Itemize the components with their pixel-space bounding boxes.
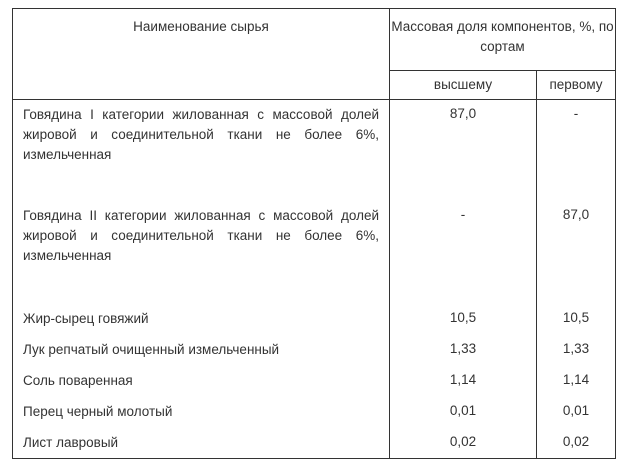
value-first: 0,01 (562, 402, 590, 418)
header-grade-high: высшему (390, 71, 537, 100)
value-first: 0,02 (562, 433, 590, 449)
value-first: 1,33 (562, 340, 590, 356)
value-high: 10,5 (449, 309, 477, 325)
value-first: 1,14 (562, 371, 590, 387)
value-high: - (460, 207, 466, 222)
table-body-row (13, 100, 616, 459)
name-column (13, 100, 390, 459)
row-spacer (390, 225, 536, 302)
grade-first-column (537, 100, 616, 459)
ingredient-name: Жир-сырец говяжий (23, 310, 149, 326)
row-spacer (537, 225, 615, 302)
ingredient-name: Лист лавровый (23, 434, 119, 450)
value-high: 0,02 (449, 433, 477, 449)
row-spacer (537, 124, 615, 201)
value-high: 87,0 (449, 106, 477, 121)
ingredient-name: Говядина II категории жилованная с массовой долей жировой и соединительной ткани не более 6%, измельченная (23, 208, 379, 263)
header-raw-material: Наименование сырья (13, 9, 390, 100)
grade-high-column (390, 100, 537, 459)
ingredient-name: Лук репчатый очищенный измельченный (23, 341, 280, 357)
value-first: 87,0 (562, 207, 590, 222)
value-first: 10,5 (562, 309, 590, 325)
table-header-row (13, 9, 616, 71)
ingredient-name: Говядина I категории жилованная с массовой долей жировой и соединительной ткани не более 6%, измельченная (23, 107, 379, 162)
row-spacer (23, 266, 379, 303)
value-high: 0,01 (449, 402, 477, 418)
row-spacer (390, 124, 536, 201)
ingredient-name: Соль поваренная (23, 372, 133, 388)
value-high: 1,14 (449, 371, 477, 387)
row-spacer (23, 165, 379, 202)
recipe-table (12, 8, 616, 459)
value-high: 1,33 (449, 340, 477, 356)
ingredient-name: Перец черный молотый (23, 403, 173, 419)
header-grade-first: первому (537, 71, 616, 100)
header-mass-fraction: Массовая доля компонентов, %, по сортам (390, 9, 616, 71)
value-first: - (573, 106, 579, 121)
